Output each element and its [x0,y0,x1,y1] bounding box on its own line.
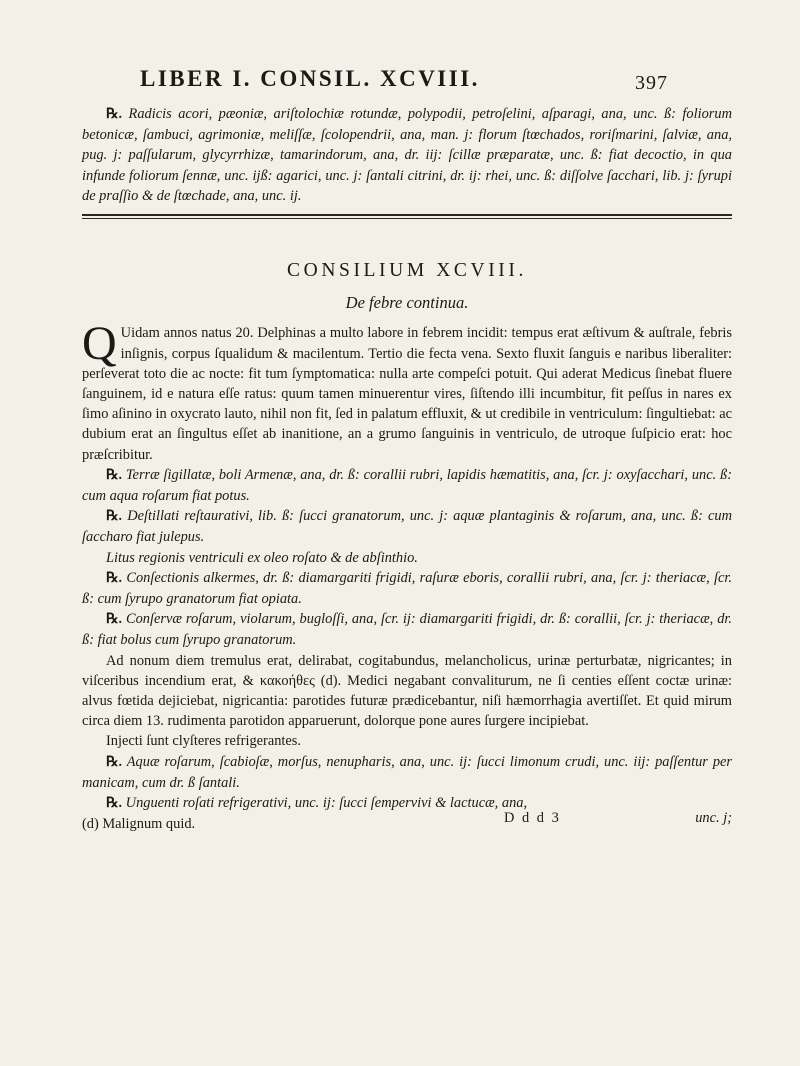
recipe-text: Conſectionis alkermes, dr. ß: diamargariti frigidi, raſuræ eboris, corallii rubri, ana, ſcr. j: theriacæ, ſcr. ß: cum ſyrupo granatorum fiat opiata. [82,569,733,608]
recipe-text: Unguenti roſati refrigerativi, unc. ij: ſucci ſempervivi & lactucæ, ana, [125,795,528,812]
page-number: 397 [635,72,668,94]
section-divider [82,214,732,219]
recipe-5 [82,609,732,650]
case-text: Uidam annos natus 20. Delphinas a multo labore in febrem incidit: tempus erat æſtivum & auſtrale, febris inſignis, corpus ſqualidum & macilentum. Tertio die fecta vena. Sexto fluxit ſanguis e naribus liberaliter: perſeverat toto die ac nocte: fit tum ſymptomatica: nulla arte compeſci potuit. Qui aderat Medicus ſinebat fluere ſanguinem, id e natura eſſe ratus: quum tamen minuerentur vires, ſiſtendo illi incumbitur, fit peſſus in nares ex ſimo aſinino in oxycrato lauto, nihil non fit, ſed in palatum effluxit, & ut credibile in ventriculum: ſingultiebat: ac dubium erat an ſingultus eſſet ab inanitione, an a grumo ſanguinis in ventriculo, de utroque ſuſpicio erat: hoc præſcribitur. [82,325,732,463]
recipe-symbol: ℞. [106,509,123,525]
recipe-text: Deſtillati reſtaurativi, lib. ß: ſucci granatorum, unc. j: aquæ plantaginis & roſarum, ana, unc. ß: cum ſaccharo fiat julepus. [82,508,732,546]
recipe-symbol: ℞. [106,796,123,812]
consilium-subtitle: De febre continua. [345,293,469,313]
page-footer [82,810,732,834]
recipe-symbol: ℞. [106,570,123,586]
running-head-title: LIBER I. CONSIL. XCVIII. [140,66,480,91]
drop-cap: Q [82,317,117,371]
recipe-symbol: ℞. [106,467,123,483]
recipe-4 [82,568,732,609]
recipe-text: Radicis acori, pæoniæ, ariſtolochiæ rotundæ, polypodii, petroſelini, aſparagi, ana, unc. ß: foliorum betonicæ, ſambuci, agrimoniæ, meliſſæ, ſcolopendrii, ana, man. j: florum ſtœchados, roriſmarini, ſalviæ, ana, pug. j: paſſularum, glycyrrhizæ, tamarindorum, ana, dr. iij: ſcillæ præparatæ, unc. ß: fiat decoctio, in qua infunde foliorum ſennæ, unc. ijß: agarici, unc. j: ſantali citrini, dr. ij: rhei, unc. ß: diſſolve ſacchari, lib. j: ſyrupi de praſſio & de ſtœchade, ana, unc. ij. [82,106,732,204]
recipe-text: Litus regionis ventriculi ex oleo roſato & de abſinthio. [106,549,418,566]
recipe-2 [82,506,732,547]
text-block [82,104,732,834]
recipe-7 [82,793,732,814]
recipe-symbol: ℞. [106,107,123,122]
running-head [140,66,668,94]
recipe-text: Aquæ roſarum, ſcabioſæ, morſus, nenupharis, ana, unc. ij: ſucci limonum crudi, unc. iij: paſſentur per manicam, cum dr. ß ſantali. [82,753,733,791]
catchword: unc. j; [695,810,732,827]
recipe-symbol: ℞. [106,754,123,770]
injecti-paragraph: Injecti ſunt clyſteres refrigerantes. [106,733,301,750]
prev-recipe [82,104,732,206]
narrative-paragraph: Ad nonum diem tremulus erat, delirabat, cogitabundus, melancholicus, urinæ perturbatæ, nigricantes; in viſceribus incendium erat, & κακοήθες (d). Medici negabant convaliturum, ne ſi centies eſſent coctæ urinæ: alvus fœtida dejiciebat, nigricantia: parotides futuræ prædicebantur, niſi hæmorrhagia avertiſſet. Et quid mirum circa diem 13. rudimenta parotidon apparuerunt, dolorque pone aures ſurgere incipiebat. [82,652,732,730]
recipe-symbol: ℞. [106,612,123,628]
signature-mark: D d d 3 [504,810,561,827]
case-paragraph [82,317,732,464]
recipe-text: Conſervæ roſarum, violarum, bugloſſi, ana, ſcr. ij: diamargariti frigidi, dr. ß: corallii, ſcr. j: theriacæ, dr. ß: fiat bolus cum ſyrupo granatorum. [82,611,732,649]
recipe-6 [82,752,732,793]
recipe-1 [82,465,732,506]
footnote: (d) Malignum quid. [82,816,196,833]
recipe-3 [82,548,732,568]
recipe-text: Terræ ſigillatæ, boli Armenæ, ana, dr. ß: corallii rubri, lapidis hæmatitis, ana, ſcr. j: oxyſacchari, unc. ß: cum aqua roſarum fiat potus. [82,466,732,505]
consilium-title: CONSILIUM XCVIII. [287,260,527,282]
